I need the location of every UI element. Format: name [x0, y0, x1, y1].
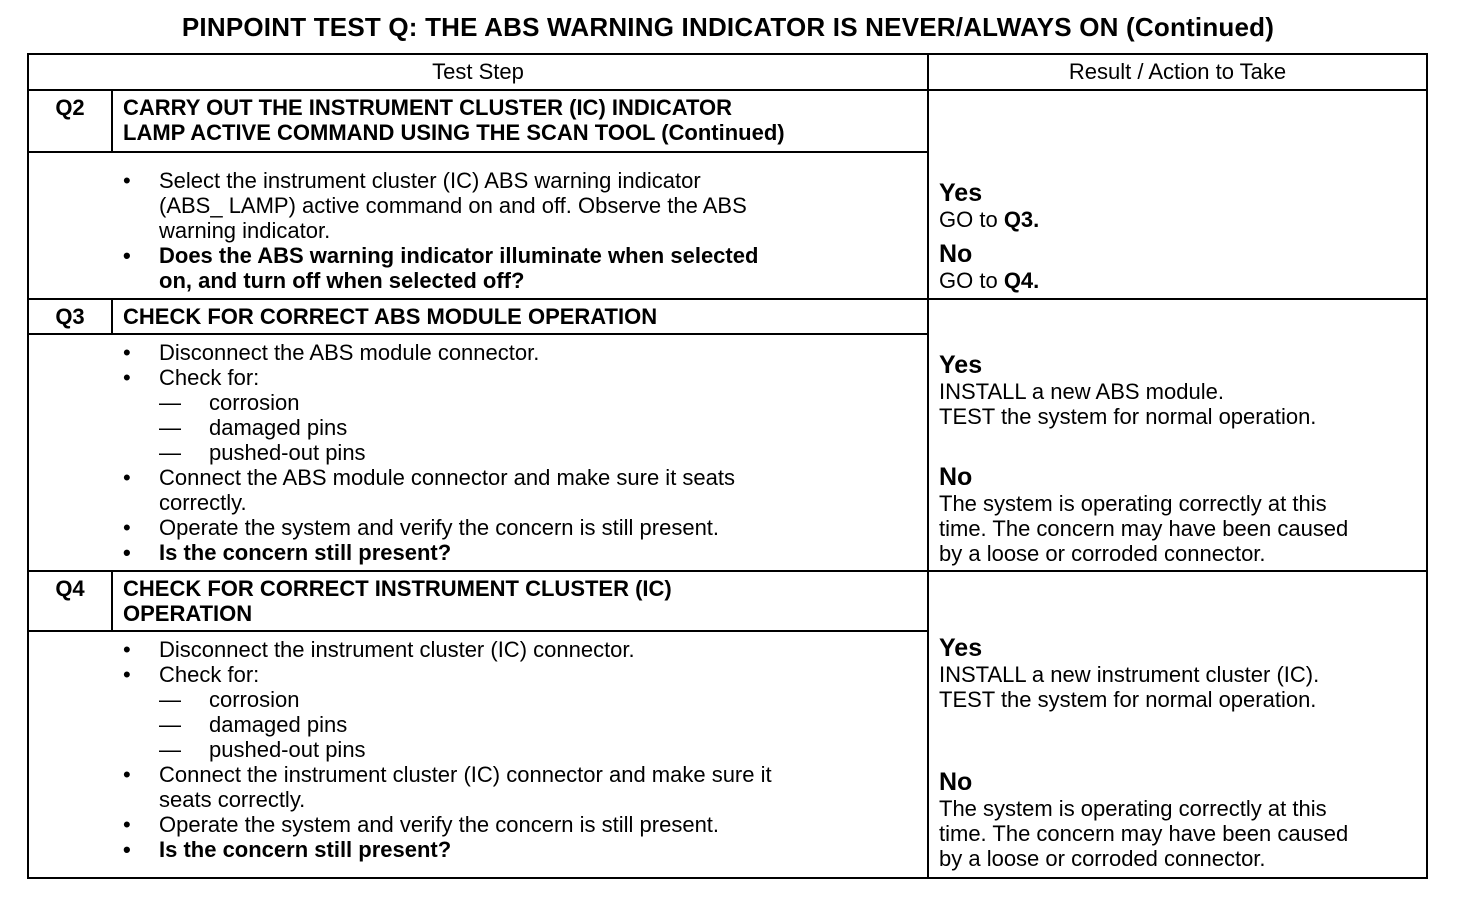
q4-yes-label: Yes [939, 634, 983, 662]
q3-no-line2: time. The concern may have been caused [939, 516, 1349, 541]
bullet: • [123, 762, 131, 787]
q4-step3-line2: seats correctly. [159, 787, 306, 812]
bullet: • [123, 365, 131, 390]
q2-no-target: Q4. [1003, 268, 1040, 293]
q4-step2: Check for: [159, 662, 260, 687]
bullet: • [123, 168, 131, 193]
bullet: • [123, 465, 131, 490]
dash: — [159, 440, 181, 465]
q2-result [939, 179, 1419, 293]
q3-step5: Is the concern still present? [159, 540, 452, 565]
list-item [123, 712, 923, 737]
q3-id-divider [111, 300, 113, 334]
dash: — [159, 737, 181, 762]
q2-no-action [939, 268, 1419, 293]
dash: — [159, 390, 181, 415]
q4-yes-line2: TEST the system for normal operation. [939, 687, 1317, 712]
q3-step4: Operate the system and verify the concern is still present. [159, 515, 720, 540]
q3-no-label: No [939, 463, 973, 491]
q4-no-line1: The system is operating correctly at this [939, 796, 1327, 821]
list-item [123, 662, 923, 687]
list-item [123, 515, 923, 540]
q2-bottom-divider [29, 298, 1426, 300]
q3-no-line1: The system is operating correctly at this [939, 491, 1327, 516]
bullet: • [123, 637, 131, 662]
list-item [123, 340, 923, 365]
list-item [123, 465, 923, 515]
bullet: • [123, 540, 131, 565]
q4-yes-line1: INSTALL a new instrument cluster (IC). [939, 662, 1320, 687]
list-item [123, 762, 923, 812]
q4-step4: Operate the system and verify the concern is still present. [159, 812, 720, 837]
q4-check3: pushed-out pins [209, 737, 366, 762]
q2-step1-line3: warning indicator. [159, 218, 331, 243]
q3-no-line3: by a loose or corroded connector. [939, 541, 1266, 566]
q3-bottom-divider [29, 570, 1426, 572]
q3-result [939, 351, 1419, 566]
list-item [123, 243, 923, 293]
q4-step1: Disconnect the instrument cluster (IC) connector. [159, 637, 635, 662]
q2-name-line1: CARRY OUT THE INSTRUMENT CLUSTER (IC) INDICATOR [123, 95, 733, 120]
q3-step-id: Q3 [55, 304, 85, 329]
q3-check1: corrosion [209, 390, 300, 415]
q3-name-divider [29, 333, 927, 335]
bullet: • [123, 340, 131, 365]
q2-id-divider [111, 91, 113, 153]
q2-step1-line2: (ABS_ LAMP) active command on and off. Observe the ABS [159, 193, 747, 218]
q2-yes-target: Q3. [1003, 207, 1040, 232]
q3-check3: pushed-out pins [209, 440, 366, 465]
q2-name-line2: LAMP ACTIVE COMMAND USING THE SCAN TOOL (Continued) [123, 120, 785, 145]
q4-no-label: No [939, 768, 973, 796]
q3-step2: Check for: [159, 365, 260, 390]
q3-step-name: CHECK FOR CORRECT ABS MODULE OPERATION [123, 304, 658, 329]
q2-steps [123, 168, 923, 293]
q2-step1-line1: Select the instrument cluster (IC) ABS warning indicator [159, 168, 701, 193]
list-item [123, 540, 923, 565]
bullet: • [123, 812, 131, 837]
q2-yes-go: GO to [939, 207, 998, 232]
list-item [123, 812, 923, 837]
bullet: • [123, 515, 131, 540]
q2-step-id: Q2 [55, 95, 85, 120]
bullet: • [123, 243, 131, 268]
q4-step-name [123, 576, 923, 626]
q4-check2: damaged pins [209, 712, 348, 737]
q2-no-label: No [939, 240, 973, 268]
q4-id-divider [111, 572, 113, 632]
list-item [123, 440, 923, 465]
list-item [123, 687, 923, 712]
q2-yes-action [939, 207, 1419, 232]
column-divider [927, 55, 929, 877]
q3-yes-line1: INSTALL a new ABS module. [939, 379, 1224, 404]
list-item [123, 390, 923, 415]
q3-yes-label: Yes [939, 351, 983, 379]
list-item [123, 837, 923, 862]
q4-name-line2: OPERATION [123, 601, 253, 626]
q3-step3-line2: correctly. [159, 490, 247, 515]
list-item [123, 737, 923, 762]
q4-result [939, 634, 1419, 871]
q4-name-line1: CHECK FOR CORRECT INSTRUMENT CLUSTER (IC) [123, 576, 672, 601]
header-test-step: Test Step [432, 59, 524, 84]
q4-step3-line1: Connect the instrument cluster (IC) connector and make sure it [159, 762, 772, 787]
dash: — [159, 712, 181, 737]
q2-step2-line2: on, and turn off when selected off? [159, 268, 525, 293]
header-result: Result / Action to Take [1068, 59, 1287, 84]
q3-step3-line1: Connect the ABS module connector and make sure it seats [159, 465, 735, 490]
q2-name-divider [29, 151, 927, 153]
q2-no-go: GO to [939, 268, 998, 293]
list-item [123, 168, 923, 243]
q2-step2-line1: Does the ABS warning indicator illuminate when selected [159, 243, 759, 268]
q3-step1: Disconnect the ABS module connector. [159, 340, 540, 365]
list-item [123, 365, 923, 390]
q4-step-id: Q4 [55, 576, 85, 601]
q4-steps [123, 637, 923, 862]
q2-step-name [123, 95, 923, 145]
q3-check2: damaged pins [209, 415, 348, 440]
pinpoint-test-table [27, 53, 1428, 879]
q3-yes-line2: TEST the system for normal operation. [939, 404, 1317, 429]
bullet: • [123, 662, 131, 687]
q4-step5: Is the concern still present? [159, 837, 452, 862]
q4-no-line3: by a loose or corroded connector. [939, 846, 1266, 871]
list-item [123, 637, 923, 662]
q4-check1: corrosion [209, 687, 300, 712]
dash: — [159, 687, 181, 712]
q3-steps [123, 340, 923, 565]
dash: — [159, 415, 181, 440]
q2-yes-label: Yes [939, 179, 983, 207]
q4-no-line2: time. The concern may have been caused [939, 821, 1349, 846]
list-item [123, 415, 923, 440]
bullet: • [123, 837, 131, 862]
page-title: PINPOINT TEST Q: THE ABS WARNING INDICATOR IS NEVER/ALWAYS ON (Continued) [181, 12, 1275, 42]
header-divider [29, 89, 1426, 91]
q4-name-divider [29, 630, 927, 632]
